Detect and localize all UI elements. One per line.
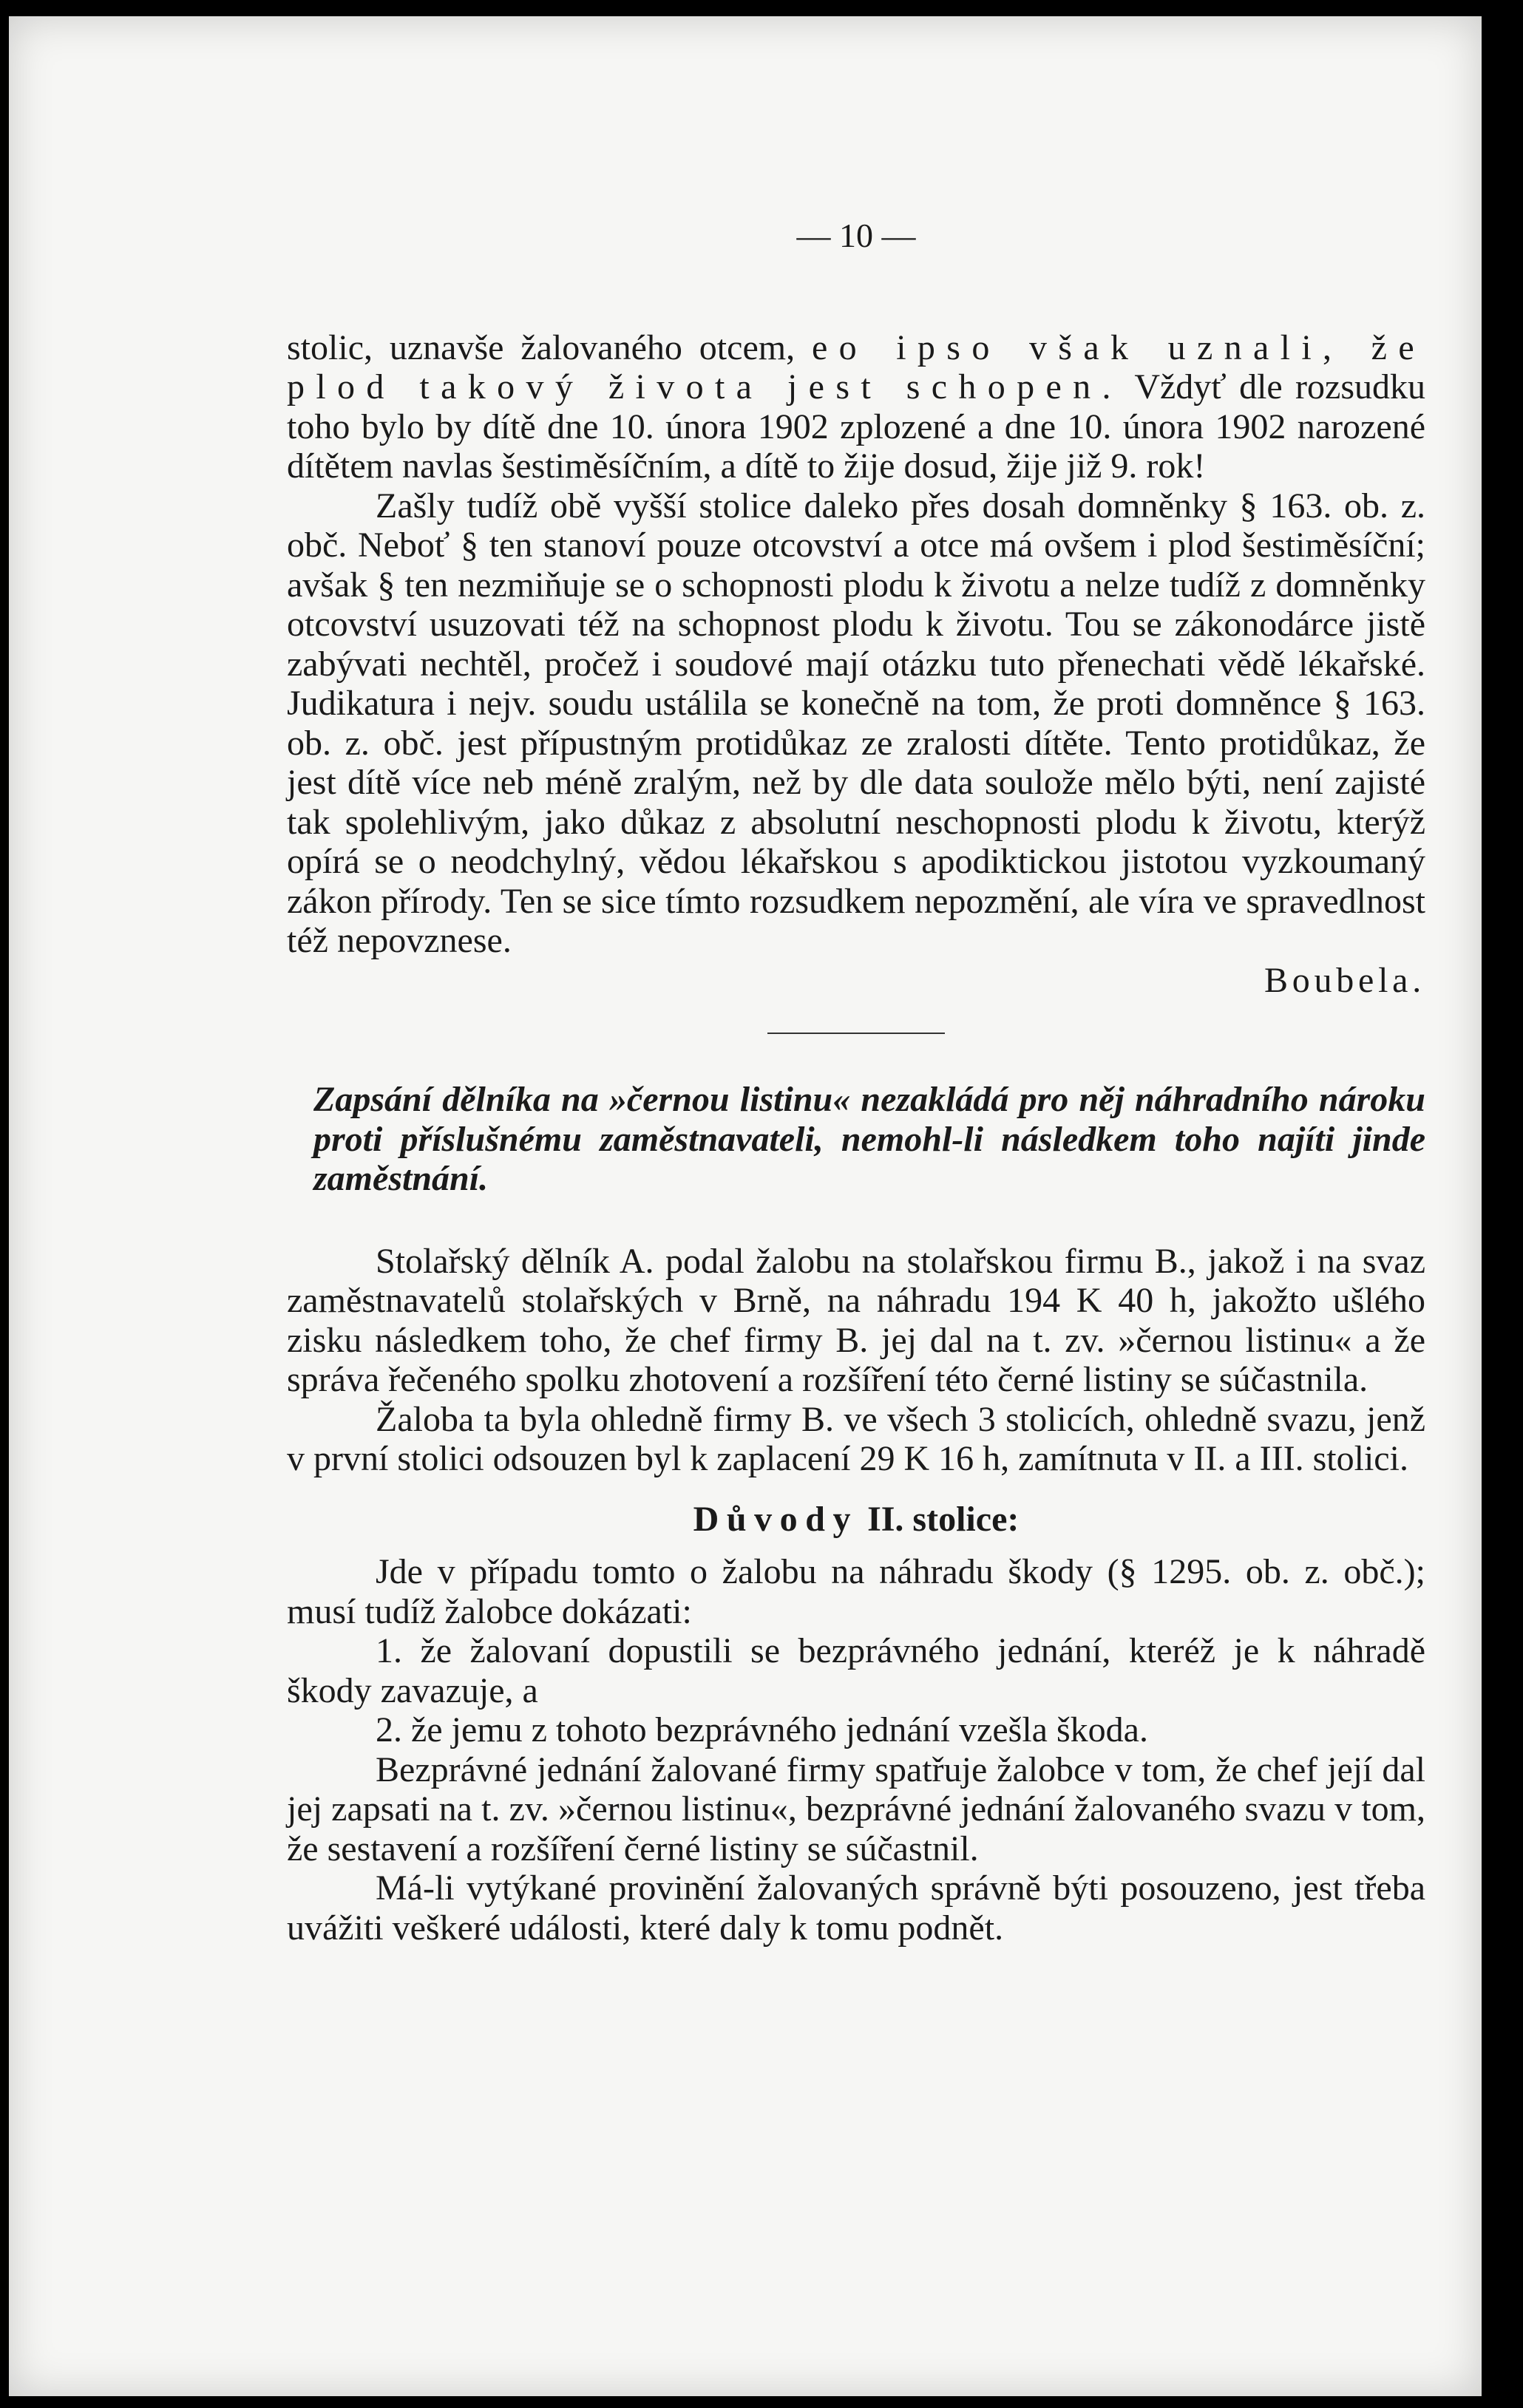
paragraph: Bezprávné jednání žalované firmy spatřuje žalobce v tom, že chef její dal jej zapsati na t. zv. »černou listinu«, bezprávné jednání žalovaného svazu v tom, že sestavení a rozšíření černé listiny se súčastnil.: [287, 1749, 1425, 1868]
document-page: [9, 16, 1482, 2396]
text-span: Vždyť dle rozsudku toho bylo by dítě dne 10. února 1902 zplozené a dne 10. února 1902 narozené dítětem navlas šestiměsíčním, a dítě to žije dosud, žije již 9. rok!: [287, 367, 1426, 486]
page-text: [287, 216, 1425, 1948]
paragraph: Má-li vytýkané provinění žalovaných správně býti posouzeno, jest třeba uvážiti veškeré události, které daly k tomu podnět.: [287, 1868, 1425, 1948]
paragraph: [287, 328, 1425, 486]
case-headnote: Zapsání dělníka na »černou listinu« nezakládá pro něj náhradního nároku proti příslušnému zaměstnavateli, nemohl-li následkem toho najíti jinde zaměstnání.: [313, 1080, 1425, 1198]
page-number: — 10 —: [796, 217, 916, 254]
emphasized-spaced-text: eo ipso však uznali, že plod takový života jest schopen.: [287, 327, 1425, 407]
section-heading-rest: II. stolice:: [858, 1499, 1020, 1539]
list-item: 1. že žalovaní dopustili se bezprávného jednání, kteréž je k náhradě škody zavazuje, a: [287, 1631, 1425, 1710]
section-heading: [287, 1500, 1425, 1540]
paragraph: Zašly tudíž obě vyšší stolice daleko přes dosah domněnky § 163. ob. z. obč. Neboť § ten stanoví pouze otcovství a otce má ovšem i plod šestiměsíční; avšak § ten nezmiňuje se o schopnosti plodu k životu a nelze tudíž z domněnky otcovství usuzovati též na schopnost plodu k životu. Tou se zákonodárce jistě zabývati nechtěl, pročež i soudové mají otázku tuto přenechati vědě lékařské. Judikatura i nejv. soudu ustálila se konečně na tom, že proti domněnce § 163. ob. z. obč. jest přípustným protidůkaz ze zralosti dítěte. Tento protidůkaz, že jest dítě více neb méně zralým, než by dle data soulože mělo býti, není zajisté tak spolehlivým, jako důkaz z absolutní neschopnosti plodu k životu, kterýž opírá se o neodchylný, vědou lékařskou s apodiktickou jistotou vyzkoumaný zákon přírody. Ten se sice tímto rozsudkem nepozmění, ale víra ve spravedlnost též nepovznese.: [287, 486, 1425, 960]
list-item: 2. že jemu z tohoto bezprávného jednání vzešla škoda.: [376, 1710, 1148, 1749]
section-heading-name: Důvody: [693, 1499, 859, 1539]
author-signature: Boubela.: [1263, 960, 1425, 1000]
paragraph: Stolařský dělník A. podal žalobu na stolařskou firmu B., jakož i na svaz zaměstnavatelů stolařských v Brně, na náhradu 194 K 40 h, jakožto ušlého zisku následkem toho, že chef firmy B. jej dal na t. zv. »černou listinu« a že správa řečeného spolku zhotovení a rozšíření této černé listiny se súčastnila.: [287, 1241, 1425, 1399]
section-divider: [767, 1033, 945, 1034]
scan-border: [1482, 0, 1523, 2408]
paragraph: Žaloba ta byla ohledně firmy B. ve všech 3 stolicích, ohledně svazu, jenž v první stolici odsouzen byl k zaplacení 29 K 16 h, zamítnuta v II. a III. stolici.: [287, 1399, 1425, 1478]
paragraph: Jde v případu tomto o žalobu na náhradu škody (§ 1295. ob. z. obč.); musí tudíž žalobce dokázati:: [287, 1552, 1425, 1631]
text-span: stolic, uznavše žalovaného otcem,: [287, 327, 812, 367]
